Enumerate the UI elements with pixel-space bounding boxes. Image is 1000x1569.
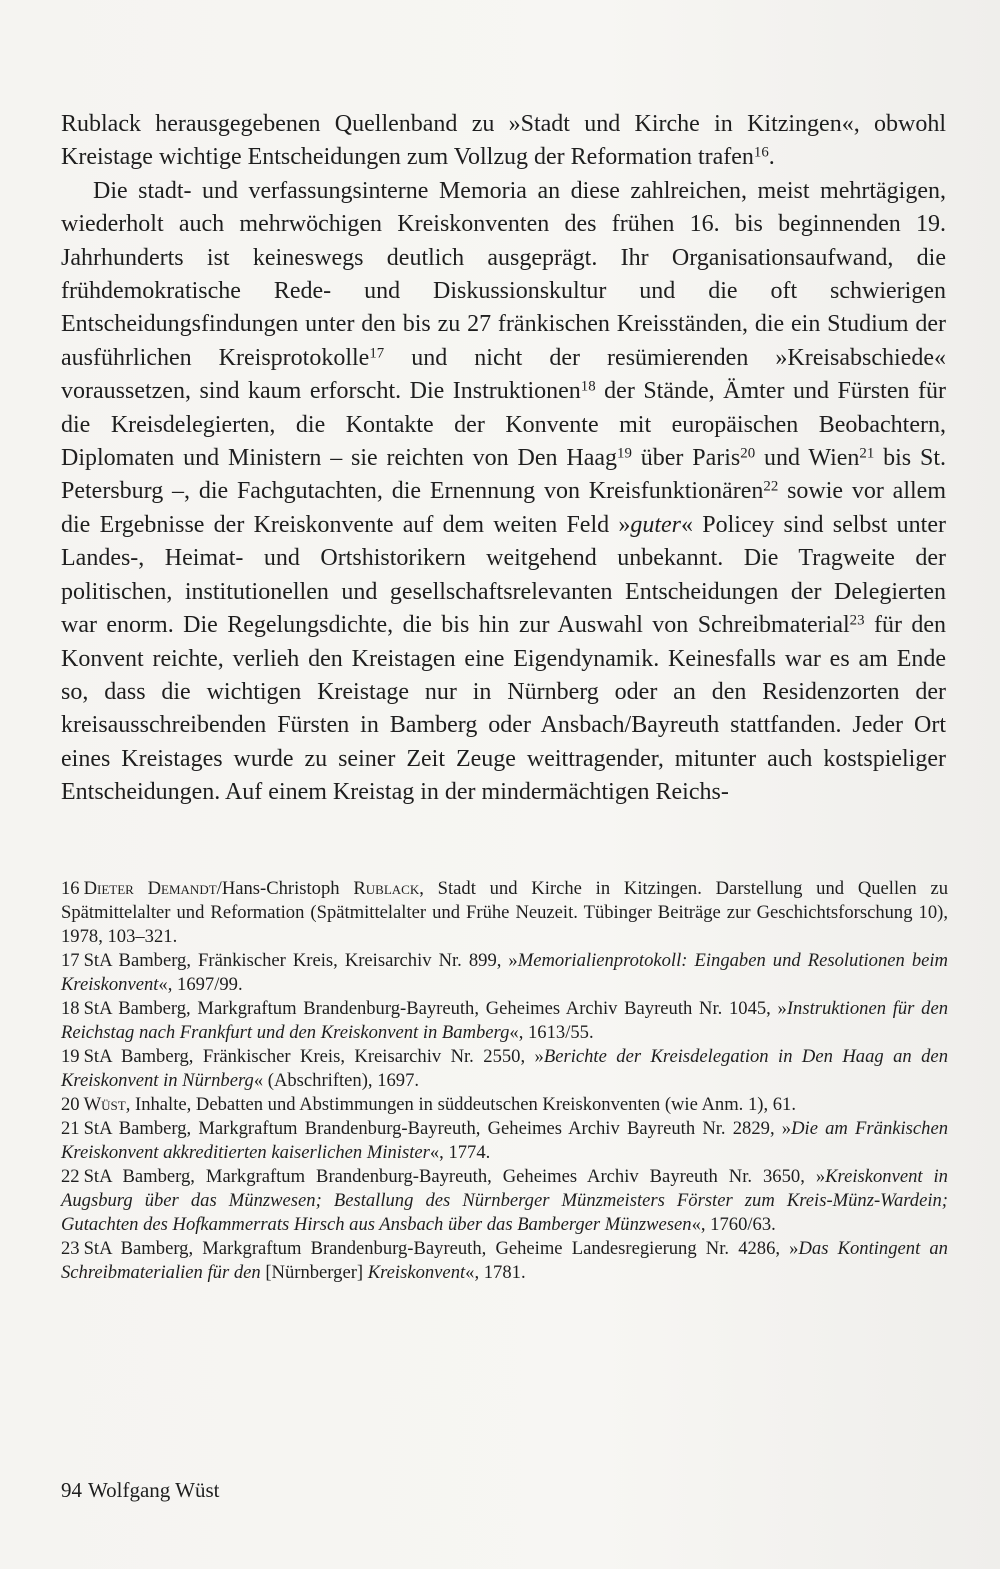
author-name: Dieter Demandt <box>83 878 217 899</box>
footnote-number: 18 <box>61 998 80 1019</box>
text-run: StA Bamberg, Fränkischer Kreis, Kreisarchiv Nr. 2550, » <box>83 1046 544 1067</box>
text-run: . <box>768 144 775 171</box>
italic-run: Kreiskonvent in Augsburg über das Münzwesen; Bestallung des Nürnberger Münzmeisters Förster zum Kreis-Münz-Wardein; Gutachten des Hofkammerrats Hirsch aus Ansbach über das Bamberger Münzwesen <box>61 1166 948 1235</box>
italic-run: Die am Fränkischen Kreiskonvent akkreditierten kaiserlichen Minister <box>61 1118 948 1163</box>
text-run: bis St. Petersburg –, die Fachgutachten, die Ernennung von Kreisfunktionären <box>61 445 947 505</box>
footnote-ref-20[interactable]: 20 <box>740 445 756 462</box>
footnote-ref-16[interactable]: 16 <box>753 144 769 161</box>
footnote-21 <box>61 1117 948 1165</box>
footnote-number: 21 <box>61 1118 80 1139</box>
footnote-20 <box>61 1093 948 1117</box>
text-run: der Stände, Ämter und Fürsten für die Kreisdelegierten, die Kontakte der Konvente mit europäischen Beobachtern, Diplomaten und Ministern – sie reichten von Den Haag <box>61 378 947 472</box>
footnote-number: 16 <box>61 878 80 899</box>
text-run: sowie vor allem die Ergebnisse der Kreiskonvente auf dem weiten Feld » <box>61 478 946 538</box>
text-run: StA Bamberg, Markgraftum Brandenburg-Bayreuth, Geheime Landesregierung Nr. 4286, » <box>83 1238 799 1259</box>
text-run: /Hans-Christoph <box>216 878 354 899</box>
text-run: « (Abschriften), 1697. <box>253 1070 420 1091</box>
paragraph-1 <box>61 108 946 175</box>
footnote-number: 20 <box>61 1094 80 1115</box>
text-run: StA Bamberg, Markgraftum Brandenburg-Bayreuth, Geheimes Archiv Bayreuth Nr. 1045, » <box>83 998 787 1019</box>
text-run: Die stadt- und verfassungsinterne Memoria an diese zahlreichen, meist mehrtägigen, wiederholt auch mehrwöchigen Kreiskonventen des frühen 16. bis beginnenden 19. Jahrhunderts ist keineswegs deutlich ausgeprägt. Ihr Organisationsaufwand, die frühdemokratische Rede- und Diskussionskultur und die oft schwierigen Entscheidungsfindungen unter den bis zu 27 fränkischen Kreisständen, die ein Studium der ausführlichen Kreisprotokolle <box>61 177 946 371</box>
italic-run: Berichte der Kreisdelegation in Den Haag an den Kreiskonvent in Nürnberg <box>61 1046 948 1091</box>
author-name: Wüst <box>83 1094 126 1115</box>
footnotes <box>61 877 948 1285</box>
text-run: StA Bamberg, Fränkischer Kreis, Kreisarchiv Nr. 899, » <box>83 950 518 971</box>
footnote-number: 19 <box>61 1046 80 1067</box>
page-number: 94 <box>61 1478 82 1502</box>
footnote-16 <box>61 877 948 949</box>
footnote-18 <box>61 997 948 1045</box>
author-name: Rublack <box>353 878 420 899</box>
footnote-19 <box>61 1045 948 1093</box>
text-run: über Paris <box>631 445 741 472</box>
text-run: «, 1760/63. <box>691 1214 776 1235</box>
footnote-ref-23[interactable]: 23 <box>849 612 865 629</box>
footnote-ref-19[interactable]: 19 <box>617 445 632 462</box>
text-run: StA Bamberg, Markgraftum Brandenburg-Bayreuth, Geheimes Archiv Bayreuth Nr. 3650, » <box>83 1166 826 1187</box>
text-run: [Nürnberger] <box>260 1262 368 1283</box>
footnote-number: 17 <box>61 950 80 971</box>
page-footer <box>61 1478 220 1503</box>
text-run: und nicht der resümierenden »Kreisabschiede« voraussetzen, sind kaum erforscht. Die Instruktionen <box>61 344 946 405</box>
italic-run: Das Kontingent an Schreibmaterialien für den <box>61 1238 948 1283</box>
footnote-number: 22 <box>61 1166 80 1187</box>
italic-run: Memorialienprotokoll: Eingaben und Resolutionen beim Kreiskonvent <box>61 950 948 995</box>
text-run: für den Konvent reichte, verlieh den Kreistagen eine Eigendynamik. Keinesfalls war es am Ende so, dass die wichtigen Kreistage nur in Nürnberg oder an den Residenzorten der kreisausschreibenden Fürsten in Bamberg oder Ansbach/Bayreuth stattfanden. Jeder Ort eines Kreistages wurde zu seiner Zeit Zeuge weittragender, mitunter auch kostspieliger Entscheidungen. Auf einem Kreistag in der mindermächtigen Reichs- <box>61 612 947 806</box>
italic-run: guter <box>630 511 682 538</box>
footnote-ref-21[interactable]: 21 <box>859 445 875 462</box>
text-run: Rublack herausgegebenen Quellenband zu »Stadt und Kirche in Kitzingen«, obwohl Kreistage wichtige Entscheidungen zum Vollzug der Reformation trafen <box>61 111 946 171</box>
footnote-22 <box>61 1165 948 1237</box>
running-author: Wolfgang Wüst <box>88 1478 220 1502</box>
footnote-ref-18[interactable]: 18 <box>580 378 596 395</box>
footnote-17 <box>61 949 948 997</box>
italic-run: Kreiskonvent <box>367 1262 466 1283</box>
text-run: , Inhalte, Debatten und Abstimmungen in süddeutschen Kreiskonventen (wie Anm. 1), 61. <box>125 1094 796 1115</box>
main-text <box>61 108 946 810</box>
footnote-ref-17[interactable]: 17 <box>369 345 385 362</box>
text-run: «, 1774. <box>429 1142 491 1163</box>
text-run: « Policey sind selbst unter Landes-, Heimat- und Ortshistorikern weitgehend unbekannt. Die Tragweite der politischen, institutionellen und gesellschaftsrelevanten Entscheidungen der Delegierten war enorm. Die Regelungsdichte, die bis hin zur Auswahl von Schreibmaterial <box>61 511 946 639</box>
footnote-23 <box>61 1237 948 1285</box>
text-run: und Wien <box>755 445 860 472</box>
footnote-number: 23 <box>61 1238 80 1259</box>
paragraph-2 <box>61 175 946 810</box>
text-run: , Stadt und Kirche in Kitzingen. Darstellung und Quellen zu Spätmittelalter und Reformation (Spätmittelalter und Frühe Neuzeit. Tübinger Beiträge zur Geschichtsforschung 10), 1978, 103–321. <box>61 878 948 947</box>
text-run: «, 1781. <box>465 1262 526 1283</box>
text-run: «, 1613/55. <box>509 1022 594 1043</box>
text-run: «, 1697/99. <box>158 974 243 995</box>
footnote-ref-22[interactable]: 22 <box>763 479 779 496</box>
italic-run: Instruktionen für den Reichstag nach Frankfurt und den Kreiskonvent in Bamberg <box>61 998 948 1043</box>
text-run: StA Bamberg, Markgraftum Brandenburg-Bayreuth, Geheimes Archiv Bayreuth Nr. 2829, » <box>83 1118 792 1139</box>
